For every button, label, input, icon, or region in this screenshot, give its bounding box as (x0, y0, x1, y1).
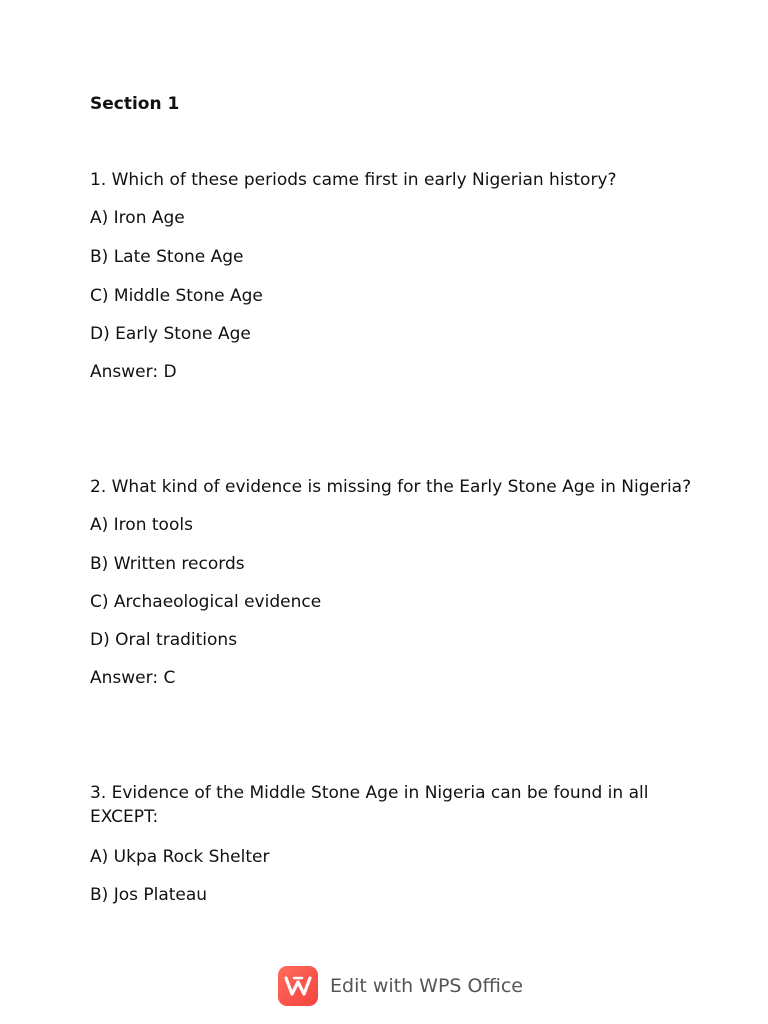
question-2-option-d: D) Oral traditions (90, 630, 238, 650)
question-3-text: 3. Evidence of the Middle Stone Age in Nigeria can be found in all EXCEPT: (90, 783, 649, 827)
question-1-text: 1. Which of these periods came first in early Nigerian history? (90, 170, 617, 190)
question-1-option-b: B) Late Stone Age (90, 247, 244, 267)
question-1-option-d: D) Early Stone Age (90, 324, 251, 344)
question-3-option-b: B) Jos Plateau (90, 885, 208, 905)
wps-office-icon (278, 966, 318, 1006)
question-1-option-a: A) Iron Age (90, 208, 185, 228)
section-title: Section 1 (90, 94, 180, 114)
question-1-option-c: C) Middle Stone Age (90, 286, 263, 306)
wps-edit-banner[interactable] (278, 964, 523, 1008)
question-3-option-a: A) Ukpa Rock Shelter (90, 847, 270, 867)
question-2-option-a: A) Iron tools (90, 515, 193, 535)
wps-w-glyph (284, 974, 312, 998)
question-1-answer: Answer: D (90, 362, 177, 382)
wps-edit-label[interactable]: Edit with WPS Office (330, 975, 523, 997)
question-2-option-c: C) Archaeological evidence (90, 592, 322, 612)
question-2-text: 2. What kind of evidence is missing for the Early Stone Age in Nigeria? (90, 477, 692, 497)
question-2-option-b: B) Written records (90, 554, 245, 574)
question-2-answer: Answer: C (90, 668, 176, 688)
